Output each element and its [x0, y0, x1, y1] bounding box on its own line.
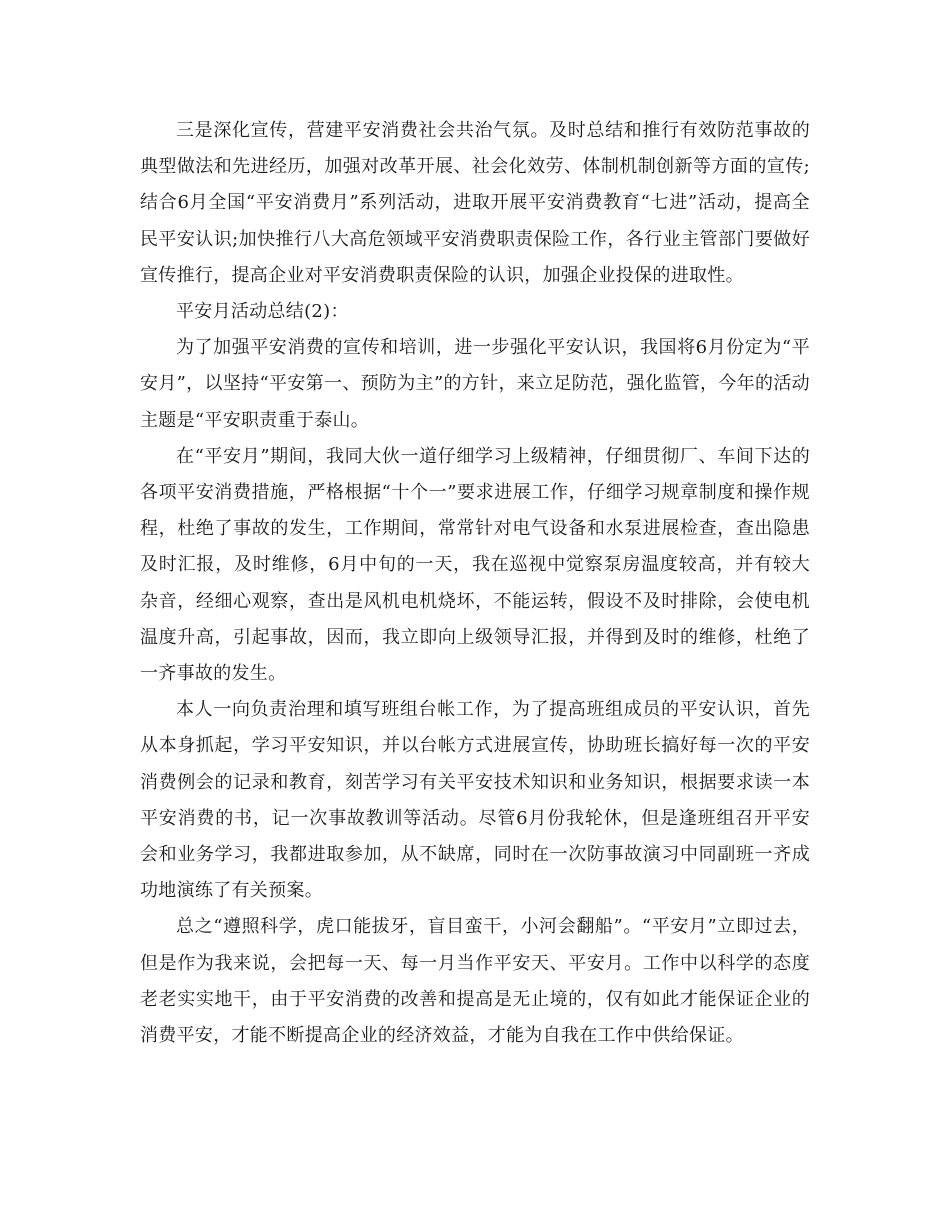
paragraph-publicity: 三是深化宣传，营建平安消费社会共治气氛。及时总结和推行有效防范事故的典型做法和先进经历，加强对改革开展、社会化效劳、体制机制创新等方面的宣传;结合6月全国“平安消费月”系列活动，进取开展平安消费教育“七进”活动，提高全民平安认识;加快推行八大高危领域平安消费职责保险工作，各行业主管部门要做好宣传推行，提高企业对平安消费职责保险的认识，加强企业投保的进取性。: [140, 120, 810, 286]
paragraph-intro: 为了加强平安消费的宣传和培训，进一步强化平安认识，我国将6月份定为“平安月”，以坚持“平安第一、预防为主”的方针，来立足防范，强化监管，今年的活动主题是“平安职责重于泰山。: [140, 337, 810, 431]
paragraph-team-records: 本人一向负责治理和填写班组台帐工作，为了提高班组成员的平安认识，首先从本身抓起，学习平安知识，并以台帐方式进展宣传，协助班长搞好每一次的平安消费例会的记录和教育，刻苦学习有关平安技术知识和业务知识，根据要求读一本平安消费的书，记一次事故教训等活动。尽管6月份我轮休，但是逢班组召开平安会和业务学习，我都进取参加，从不缺席，同时在一次防事故演习中同副班一齐成功地演练了有关预案。: [140, 699, 810, 902]
section-heading: 平安月活动总结(2)：: [176, 301, 349, 323]
paragraph-conclusion: 总之“遵照科学，虎口能拔牙，盲目蛮干，小河会翻船”。“平安月”立即过去，但是作为我来说，会把每一天、每一月当作平安天、平安月。工作中以科学的态度老老实实地干，由于平安消费的改善和提高是无止境的，仅有如此才能保证企业的消费平安，才能不断提高企业的经济效益，才能为自我在工作中供给保证。: [140, 916, 810, 1047]
document-body: [140, 113, 810, 1054]
paragraph-safety-month: 在“平安月”期间，我同大伙一道仔细学习上级精神，仔细贯彻厂、车间下达的各项平安消费措施，严格根据“十个一”要求进展工作，仔细学习规章制度和操作规程，杜绝了事故的发生，工作期间，常常针对电气设备和水泵进展检查，查出隐患及时汇报，及时维修，6月中旬的一天，我在巡视中觉察泵房温度较高，并有较大杂音，经细心观察，查出是风机电机烧坏，不能运转，假设不及时排除，会使电机温度升高，引起事故，因而，我立即向上级领导汇报，并得到及时的维修，杜绝了一齐事故的发生。: [140, 445, 810, 685]
